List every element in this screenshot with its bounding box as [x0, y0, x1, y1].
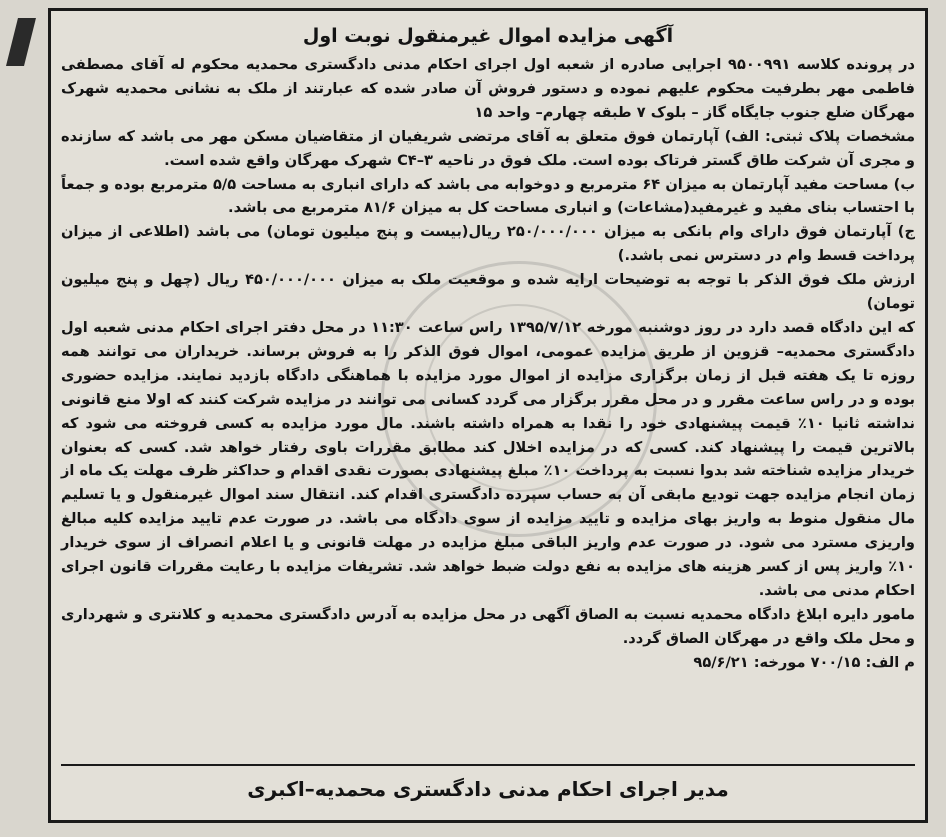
paragraph-case-intro: در پرونده کلاسه ۹۵۰۰۹۹۱ اجرایی صادره از شعبه اول اجرای احکام مدنی دادگستری محمدیه محکوم له آقای مصطفی فاطمی مهر بطرفیت محکوم علیهم نموده و دستور فروش آن صادر شده که عبارتند از ملک به نشانی محمدیه شهرک مهرگان ضلع جنوب جایگاه گاز – بلوک ۷ طبقه چهارم– واحد ۱۵ [61, 56, 915, 121]
scan-edge-mark [6, 18, 36, 66]
paragraph-area-b: ب) مساحت مفید آپارتمان به میزان ۶۴ مترمربع و دوخوابه می باشد که دارای انباری به مساحت ۵/۵ مترمربع بوده و جمعاً با احتساب بنای مفید و غیرمفید(مشاعات) و انباری مساحت کل به میزان ۸۱/۶ مترمربع می باشد. [61, 175, 915, 217]
notice-body [61, 53, 915, 675]
notice-frame [48, 8, 928, 823]
paragraph-valuation: ارزش ملک فوق الذکر با توجه به توضیحات ارایه شده و موقعیت ملک به میزان ۴۵۰/۰۰۰/۰۰۰ ریال (چهل و پنج میلیون تومان) [61, 271, 915, 313]
paragraph-posting-order: مامور دایره ابلاغ دادگاه محمدیه نسبت به الصاق آگهی در محل مزایده به آدرس دادگستری محمدیه و کلانتری و شهرداری و محل ملک واقع در مهرگان الصاق گردد. [61, 605, 915, 647]
paragraph-auction-terms: که این دادگاه قصد دارد در روز دوشنبه مورخه ۱۳۹۵/۷/۱۲ راس ساعت ۱۱:۳۰ در محل دفتر اجرای احکام مدنی شعبه اول دادگستری محمدیه– قزوین از طریق مزایده عمومی، اموال فوق الذکر را به فروش برساند. خریداران می توانند همه روزه تا یک هفته قبل از زمان برگزاری مزایده از اموال مورد مزایده با هماهنگی دادگاه بازدید نمایند. مزایده حضوری بوده و در راس ساعت مقرر و در محل مقرر برگزار می گردد کسانی می توانند در مزایده شرکت کنند که اولا منع قانونی نداشته ثانیا ۱۰٪ قیمت پیشنهادی خود را نقدا به همراه داشته باشند. مال مورد مزایده به کسی فروخته می شود که بالاترین قیمت را پیشنهاد کند. کسی که در مزایده اخلال کند مطابق مقررات باوی رفتار خواهد شد. کسی که بعنوان خریدار مزایده شناخته شد بدوا نسبت به پرداخت ۱۰٪ مبلغ پیشنهادی بصورت نقدی اقدام و حداکثر ظرف مهلت یک ماه از زمان انجام مزایده جهت تودیع مابقی آن به حساب سپرده دادگستری اقدام کند. انتقال سند اموال غیرمنقول و یا تسلیم مال منقول منوط به واریز بهای مزایده و تایید مزایده از سوی دادگاه می باشد. در صورت عدم تایید مزایده کلیه مبالغ واریزی مسترد می شود. در صورت عدم واریز الباقی مبلغ مزایده در مهلت قانونی و یا اعلام انصراف از سوی خریدار ۱۰٪ واریز پس از کسر هزینه های مزایده به نفع دولت ضبط خواهد شد. تشریفات مزایده با رعایت مقررات قانون اجرای احکام مدنی می باشد. [61, 318, 915, 599]
paragraph-registration-a: مشخصات پلاک ثبتی: الف) آپارتمان فوق متعلق به آقای مرتضی شریفیان از متقاضیان مسکن مهر می باشد که سازنده و مجری آن شرکت طاق گستر فرتاک بوده است. ملک فوق در ناحیه ۳–C۴ شهرک مهرگان واقع شده است. [61, 127, 915, 169]
notice-title: آگهی مزایده اموال غیرمنقول نوبت اول [302, 25, 674, 47]
notice-signature: مدیر اجرای احکام مدنی دادگستری محمدیه–اکبری [61, 764, 915, 804]
notice-content [61, 19, 915, 812]
paragraph-loan-c: ج) آپارتمان فوق دارای وام بانکی به میزان ۲۵۰/۰۰۰/۰۰۰ ریال(بیست و پنج میلیون تومان) می باشد (اطلاعی از میزان پرداخت قسط وام در دسترس نمی باشد.) [61, 223, 915, 265]
paragraph-reference: م الف: ۷۰۰/۱۵ مورخه: ۹۵/۶/۲۱ [693, 653, 915, 671]
